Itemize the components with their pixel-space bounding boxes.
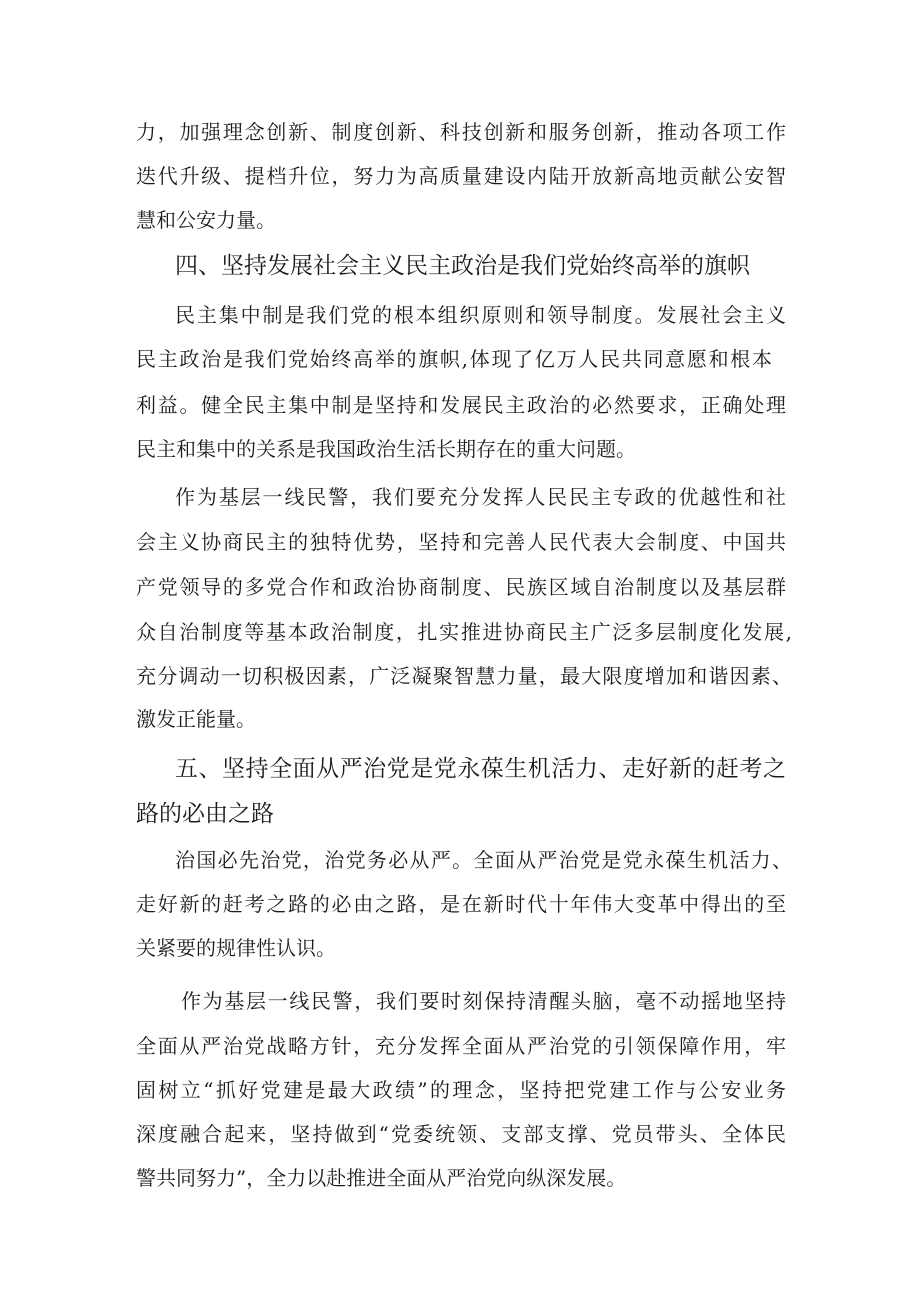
section-heading-5: 五、坚持全面从严治党是党永葆生机活力、走好新的赶考之	[175, 756, 786, 782]
paragraph-line: 作为基层一线民警，我们要时刻保持清醒头脑，毫不动摇地坚持	[181, 989, 786, 1013]
paragraph-line: 全面从严治党战略方针，充分发挥全面从严治党的引领保障作用，牢	[136, 1034, 786, 1058]
paragraph-line: 慧和公安力量。	[136, 208, 276, 232]
paragraph-line: 走好新的赶考之路的必由之路，是在新时代十年伟大变革中得出的至	[136, 892, 786, 916]
paragraph-line: 治国必先治党，治党务必从严。全面从严治党是党永葆生机活力、	[175, 848, 792, 872]
section-heading-5-cont: 路的必由之路	[136, 801, 274, 827]
paragraph-line: 民主集中制是我们党的根本组织原则和领导制度。发展社会主义	[175, 303, 786, 327]
paragraph-line: 民主政治是我们党始终高举的旗帜,体现了亿万人民共同意愿和根本	[136, 347, 772, 371]
paragraph-line: 众自治制度等基本政治制度，扎实推进协商民主广泛多层制度化发展,	[136, 620, 792, 644]
section-heading-4: 四、坚持发展社会主义民主政治是我们党始终高举的旗帜	[175, 253, 750, 279]
paragraph-line: 民主和集中的关系是我国政治生活长期存在的重大问题。	[136, 437, 636, 461]
paragraph-line: 产党领导的多党合作和政治协商制度、民族区域自治制度以及基层群	[136, 575, 786, 599]
paragraph-line: 深度融合起来，坚持做到“党委统领、支部支撑、党员带头、全体民	[136, 1122, 786, 1146]
paragraph-line: 警共同努力”，全力以赴推进全面从严治党向纵深发展。	[136, 1166, 627, 1190]
paragraph-line: 力，加强理念创新、制度创新、科技创新和服务创新，推动各项工作	[136, 120, 786, 144]
paragraph-line: 固树立“抓好党建是最大政绩”的理念，坚持把党建工作与公安业务	[136, 1078, 786, 1102]
paragraph-line: 充分调动一切积极因素，广泛凝聚智慧力量，最大限度增加和谐因素、	[136, 664, 792, 688]
paragraph-line: 关紧要的规律性认识。	[136, 936, 336, 960]
paragraph-line: 迭代升级、提档升位，努力为高质量建设内陆开放新高地贡献公安智	[136, 164, 786, 188]
paragraph-line: 作为基层一线民警，我们要充分发挥人民民主专政的优越性和社	[175, 485, 786, 509]
paragraph-line: 会主义协商民主的独特优势，坚持和完善人民代表大会制度、中国共	[136, 530, 786, 554]
paragraph-line: 利益。健全民主集中制是坚持和发展民主政治的必然要求，正确处理	[136, 393, 786, 417]
paragraph-line: 激发正能量。	[136, 707, 256, 731]
